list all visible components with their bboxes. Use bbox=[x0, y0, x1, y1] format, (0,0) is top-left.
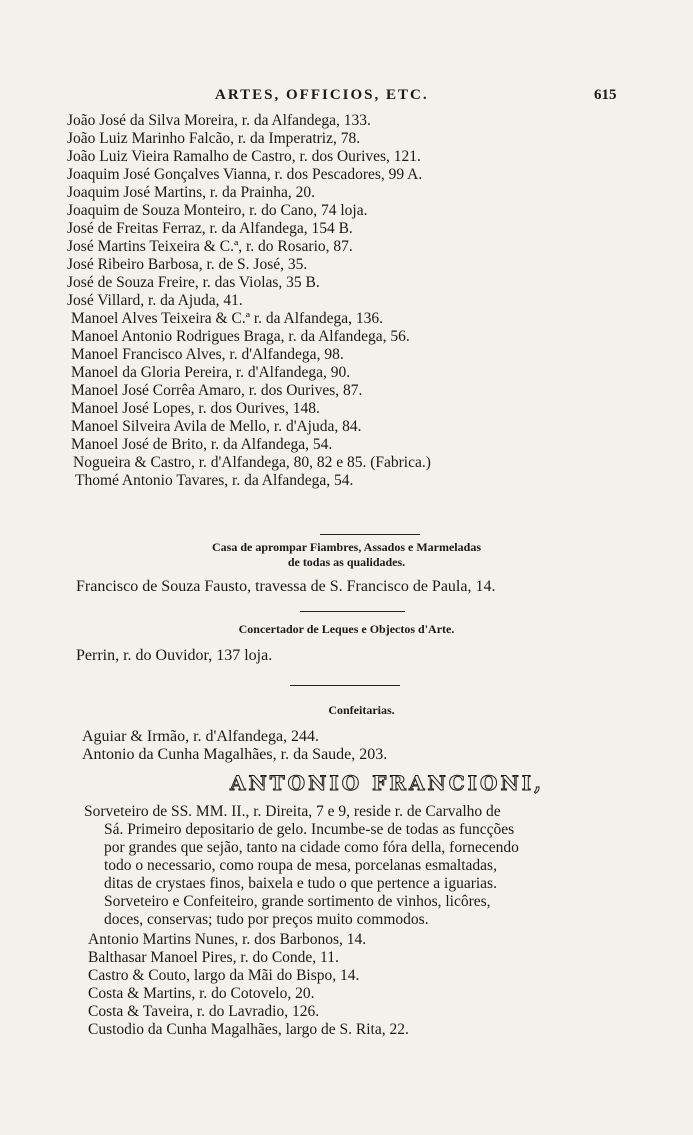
section-divider bbox=[290, 685, 400, 686]
list-item: Francisco de Souza Fausto, travessa de S. Francisco de Paula, 14. bbox=[76, 578, 496, 595]
list-item: Manoel da Gloria Pereira, r. d'Alfandega, 90. bbox=[71, 364, 351, 381]
advert-body bbox=[84, 803, 674, 929]
list-item: José Villard, r. da Ajuda, 41. bbox=[67, 292, 243, 309]
list-item: Balthasar Manoel Pires, r. do Conde, 11. bbox=[88, 949, 339, 966]
list-item: Nogueira & Castro, r. d'Alfandega, 80, 82 e 85. (Fabrica.) bbox=[73, 454, 431, 471]
list-item: Perrin, r. do Ouvidor, 137 loja. bbox=[76, 647, 273, 664]
list-item: João Luiz Vieira Ramalho de Castro, r. dos Ourives, 121. bbox=[67, 148, 421, 165]
list-item: Manoel José Lopes, r. dos Ourives, 148. bbox=[71, 400, 320, 417]
section-heading: Casa de aprompar Fiambres, Assados e Marmeladas bbox=[211, 540, 481, 554]
list-item: Manoel Francisco Alves, r. d'Alfandega, 98. bbox=[71, 346, 344, 363]
list-item: Antonio Martins Nunes, r. dos Barbonos, 14. bbox=[88, 931, 367, 948]
section-divider bbox=[320, 534, 420, 535]
list-item: Manoel José de Brito, r. da Alfandega, 54. bbox=[71, 436, 333, 453]
list-item: José de Freitas Ferraz, r. da Alfandega, 154 B. bbox=[67, 220, 353, 237]
list-item: Thomé Antonio Tavares, r. da Alfandega, 54. bbox=[75, 472, 354, 489]
list-item: Costa & Taveira, r. do Lavradio, 126. bbox=[88, 1003, 320, 1020]
list-item: Antonio da Cunha Magalhães, r. da Saude, 203. bbox=[82, 746, 388, 763]
section-divider bbox=[300, 611, 405, 612]
list-item: Joaquim José Martins, r. da Prainha, 20. bbox=[67, 184, 315, 201]
advert-line: doces, conservas; tudo por preços muito commodos. bbox=[104, 911, 429, 928]
list-item: Joaquim José Gonçalves Vianna, r. dos Pescadores, 99 A. bbox=[67, 166, 423, 183]
list-item: Costa & Martins, r. do Cotovelo, 20. bbox=[88, 985, 315, 1002]
page-header bbox=[0, 87, 693, 111]
advert-line: Sorveteiro de SS. MM. II., r. Direita, 7 e 9, reside r. de Carvalho de bbox=[84, 803, 501, 820]
section-leques bbox=[0, 622, 693, 665]
advert-line: Sorveteiro e Confeiteiro, grande sortimento de vinhos, licôres, bbox=[104, 893, 491, 910]
advert-line: todo o necessario, como roupa de mesa, porcelanas esmaltadas, bbox=[104, 857, 497, 874]
advert-banner-name: ANTONIO FRANCIONI, bbox=[230, 771, 545, 795]
directory-list-2 bbox=[88, 931, 668, 1039]
list-item: João José da Silva Moreira, r. da Alfandega, 133. bbox=[67, 112, 371, 129]
list-item: Manoel Antonio Rodrigues Braga, r. da Alfandega, 56. bbox=[71, 328, 410, 345]
list-item: José Ribeiro Barbosa, r. de S. José, 35. bbox=[67, 256, 308, 273]
list-item: José Martins Teixeira & C.ª, r. do Rosario, 87. bbox=[67, 238, 353, 255]
advert-line: ditas de crystaes finos, baixela e tudo o que pertence a iguarias. bbox=[104, 875, 497, 892]
list-item: José de Souza Freire, r. das Violas, 35 B. bbox=[67, 274, 320, 291]
list-item: Manoel Alves Teixeira & C.ª r. da Alfandega, 136. bbox=[71, 310, 383, 327]
list-item: Castro & Couto, largo da Mãi do Bispo, 14. bbox=[88, 967, 360, 984]
section-fiambres bbox=[0, 540, 693, 596]
list-item: Joaquim de Souza Monteiro, r. do Cano, 74 loja. bbox=[67, 202, 368, 219]
list-item: Manoel Silveira Avila de Mello, r. d'Ajuda, 84. bbox=[71, 418, 362, 435]
section-heading: Confeitarias. bbox=[328, 703, 395, 717]
directory-list-1 bbox=[67, 112, 667, 490]
list-item: João Luiz Marinho Falcão, r. da Imperatriz, 78. bbox=[67, 130, 361, 147]
section-confeitarias bbox=[0, 703, 693, 764]
page-number: 615 bbox=[594, 87, 617, 103]
list-item: Manoel José Corrêa Amaro, r. dos Ourives, 87. bbox=[71, 382, 363, 399]
advert-line: por grandes que sejão, tanto na cidade como fóra della, fornecendo bbox=[104, 839, 519, 856]
running-title: ARTES, OFFICIOS, ETC. bbox=[215, 87, 429, 103]
section-heading-continued: de todas as qualidades. bbox=[287, 555, 406, 569]
list-item: Custodio da Cunha Magalhães, largo de S. Rita, 22. bbox=[88, 1021, 409, 1038]
advert-line: Sá. Primeiro depositario de gelo. Incumbe-se de todas as funcções bbox=[104, 821, 515, 838]
list-item: Aguiar & Irmão, r. d'Alfandega, 244. bbox=[82, 728, 320, 745]
section-heading: Concertador de Leques e Objectos d'Arte. bbox=[238, 622, 455, 636]
